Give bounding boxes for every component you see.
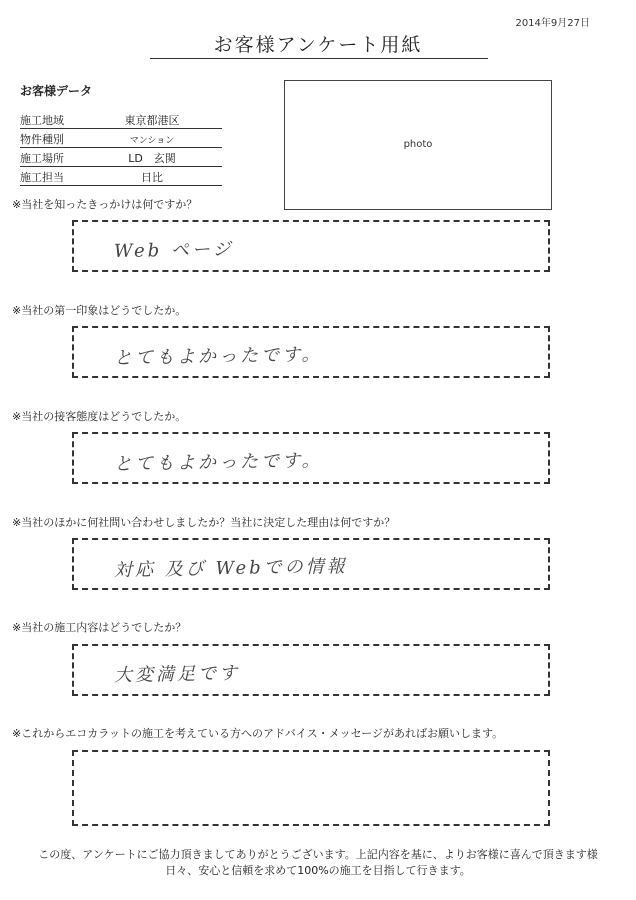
customer-row-staff (20, 167, 222, 186)
customer-row-area (20, 110, 222, 129)
customer-value: マンション (129, 136, 175, 146)
customer-label: 物件種別 (20, 133, 64, 146)
answer-box-2 (72, 326, 550, 378)
answer-box-4 (72, 538, 550, 590)
photo-placeholder (284, 80, 552, 210)
customer-data-table (20, 110, 222, 186)
customer-value: LD 玄関 (128, 152, 176, 165)
customer-label: 施工担当 (20, 171, 64, 184)
customer-row-location (20, 148, 222, 167)
customer-label: 施工場所 (20, 152, 64, 165)
customer-data-heading: お客様データ (20, 84, 93, 98)
title-underline (150, 58, 488, 59)
answer-text-3: とてもよかったです。 (113, 450, 323, 475)
question-6: ※これからエコカラットの施工を考えている方へのアドバイス・メッセージがあればお願いします。 (12, 727, 504, 740)
customer-row-property-type (20, 129, 222, 148)
answer-text-4: 対応 及び Webでの情報 (113, 555, 348, 582)
answer-text-2: とてもよかったです。 (113, 344, 323, 369)
answer-box-3 (72, 432, 550, 484)
footer-line-1: この度、アンケートにご協力頂きましてありがとうございます。上記内容を基に、よりお客様に喜んで頂きます様 (38, 848, 598, 861)
footer-line-2: 日々、安心と信頼を求めて100%の施工を目指して行きます。 (165, 864, 471, 877)
question-5: ※当社の施工内容はどうでしたか？ (12, 621, 187, 634)
question-4: ※当社のほかに何社問い合わせしましたか？当社に決定した理由は何ですか？ (12, 516, 396, 529)
photo-label: photo (403, 139, 433, 150)
survey-date: 2014年9月27日 (515, 18, 590, 29)
question-2: ※当社の第一印象はどうでしたか。 (12, 304, 187, 317)
customer-value: 東京都港区 (124, 114, 180, 127)
question-1: ※当社を知ったきっかけは何ですか？ (12, 198, 198, 211)
answer-box-1 (72, 220, 550, 272)
answer-text-5: 大変満足です (113, 662, 241, 687)
question-3: ※当社の接客態度はどうでしたか。 (12, 410, 187, 423)
answer-box-6 (72, 750, 550, 826)
page-title: お客様アンケート用紙 (213, 34, 423, 56)
answer-text-1: Web ページ (113, 238, 234, 263)
customer-value: 日比 (141, 171, 163, 184)
answer-box-5 (72, 644, 550, 696)
customer-label: 施工地域 (20, 114, 64, 127)
